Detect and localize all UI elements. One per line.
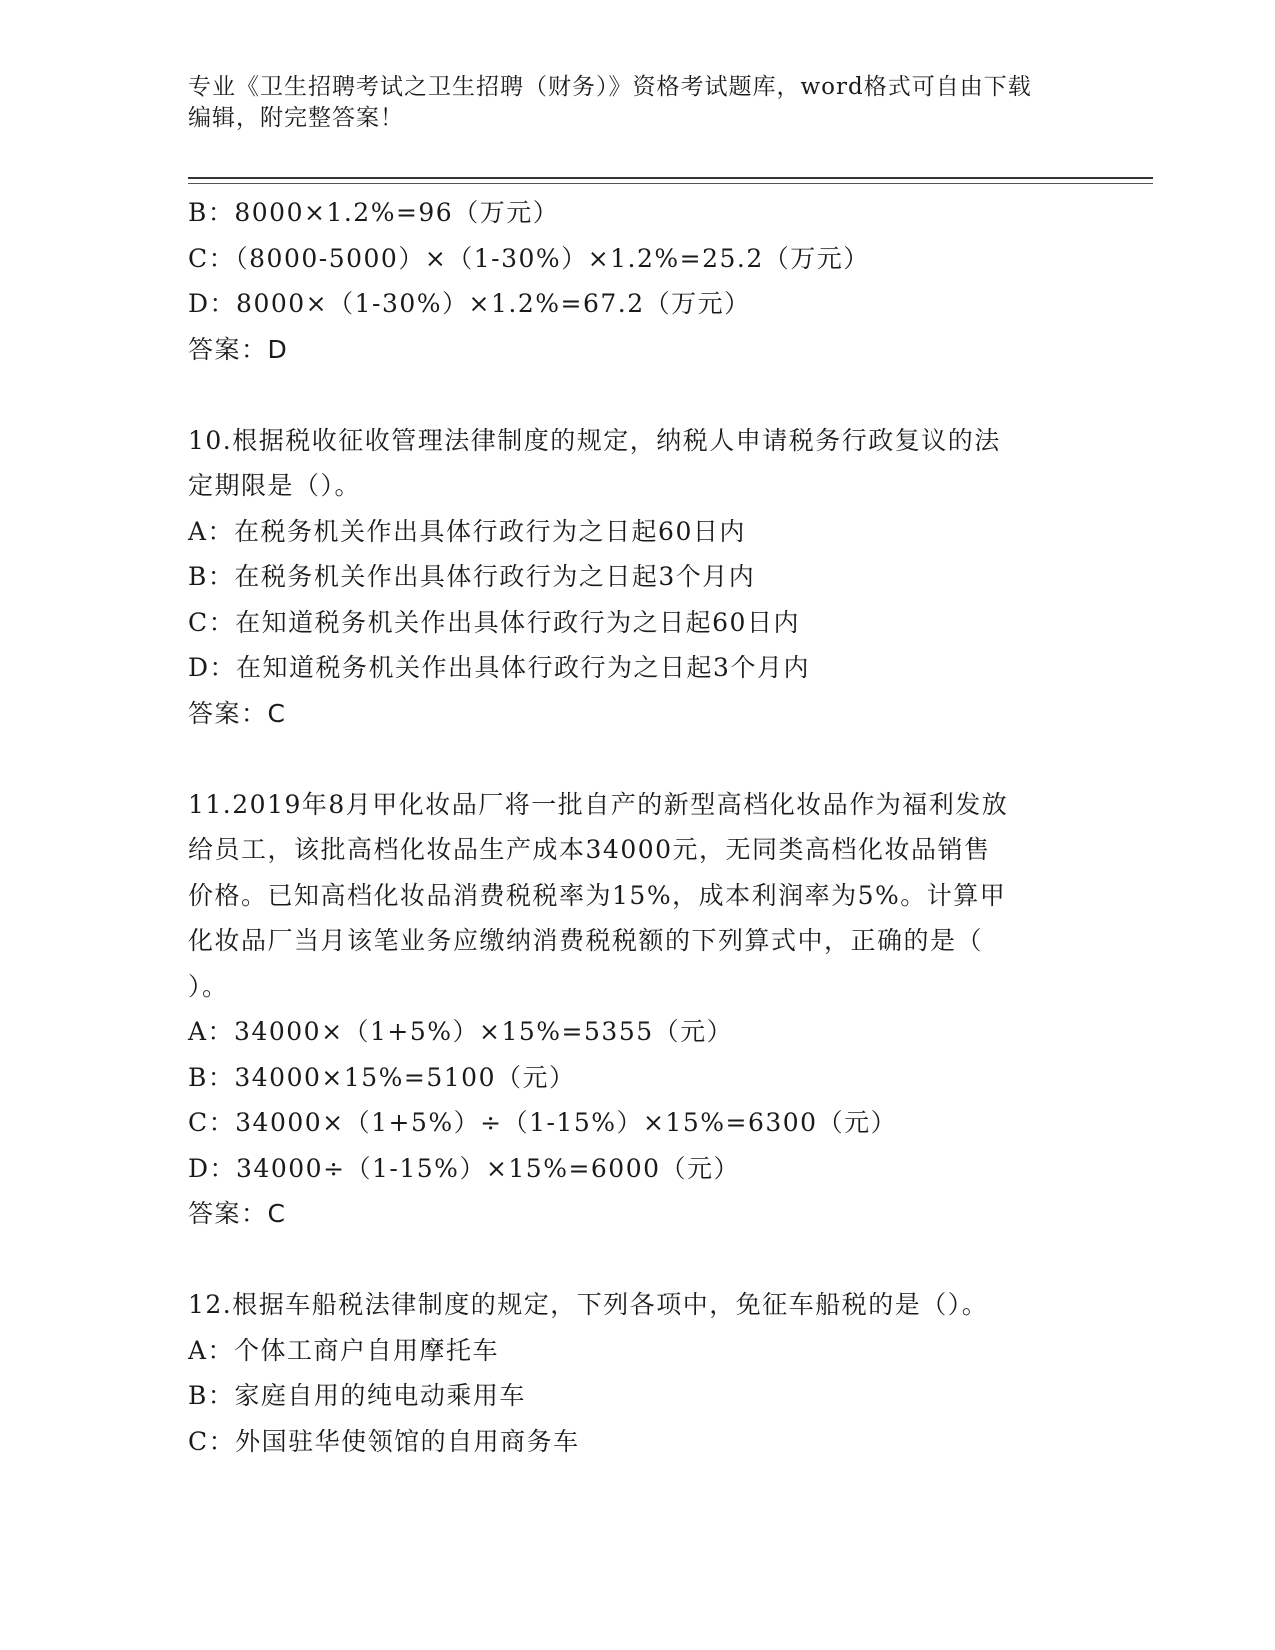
option-c: C：在知道税务机关作出具体行政行为之日起60日内 bbox=[188, 607, 800, 637]
option-b: B：在税务机关作出具体行政行为之日起3个月内 bbox=[188, 562, 756, 591]
option-c: C：外国驻华使领馆的自用商务车 bbox=[188, 1426, 580, 1456]
question-stem: 11.2019年8月甲化妆品厂将一批自产的新型高档化妆品作为福利发放 bbox=[188, 789, 1009, 819]
option-c: C：（8000-5000）×（1-30%）×1.2%=25.2（万元） bbox=[188, 243, 870, 273]
answer: 答案：C bbox=[188, 1199, 287, 1228]
option-a: A：在税务机关作出具体行政行为之日起60日内 bbox=[188, 516, 746, 546]
question-stem: ）。 bbox=[188, 971, 229, 1001]
spacer bbox=[188, 736, 1088, 782]
option-a: A：34000×（1+5%）×15%=5355（元） bbox=[188, 1017, 734, 1046]
spacer bbox=[188, 372, 1088, 418]
question-9 bbox=[188, 190, 1088, 372]
question-stem: 价格。已知高档化妆品消费税税率为15%，成本利润率为5%。计算甲 bbox=[188, 880, 1007, 910]
option-b: B：8000×1.2%=96（万元） bbox=[188, 198, 560, 227]
question-stem: 化妆品厂当月该笔业务应缴纳消费税税额的下列算式中，正确的是（ bbox=[188, 926, 984, 955]
question-stem: 给员工，该批高档化妆品生产成本34000元，无同类高档化妆品销售 bbox=[188, 835, 991, 864]
spacer bbox=[188, 1237, 1088, 1283]
option-d: D：在知道税务机关作出具体行政行为之日起3个月内 bbox=[188, 653, 810, 682]
option-d: D：8000×（1-30%）×1.2%=67.2（万元） bbox=[188, 289, 751, 318]
question-list bbox=[188, 190, 1088, 1464]
option-b: B：34000×15%=5100（元） bbox=[188, 1062, 576, 1092]
question-stem: 定期限是（）。 bbox=[188, 471, 362, 500]
option-c: C：34000×（1+5%）÷（1-15%）×15%=6300（元） bbox=[188, 1108, 898, 1137]
document-header bbox=[188, 72, 1068, 134]
question-stem: 10.根据税收征收管理法律制度的规定，纳税人申请税务行政复议的法 bbox=[188, 425, 1001, 455]
answer: 答案：D bbox=[188, 334, 289, 364]
header-divider-thick bbox=[188, 177, 1153, 179]
question-11 bbox=[188, 782, 1088, 1237]
header-divider-thin bbox=[188, 183, 1153, 184]
option-d: D：34000÷（1-15%）×15%=6000（元） bbox=[188, 1153, 741, 1183]
option-a: A：个体工商户自用摩托车 bbox=[188, 1335, 500, 1365]
header-line-1: 专业《卫生招聘考试之卫生招聘（财务）》资格考试题库，word格式可自由下载 bbox=[188, 74, 1032, 100]
header-line-2: 编辑，附完整答案！ bbox=[188, 105, 404, 131]
question-12 bbox=[188, 1282, 1088, 1464]
question-stem: 12.根据车船税法律制度的规定，下列各项中，免征车船税的是（）。 bbox=[188, 1290, 989, 1319]
option-b: B：家庭自用的纯电动乘用车 bbox=[188, 1381, 526, 1410]
answer: 答案：C bbox=[188, 698, 287, 728]
question-10 bbox=[188, 418, 1088, 737]
